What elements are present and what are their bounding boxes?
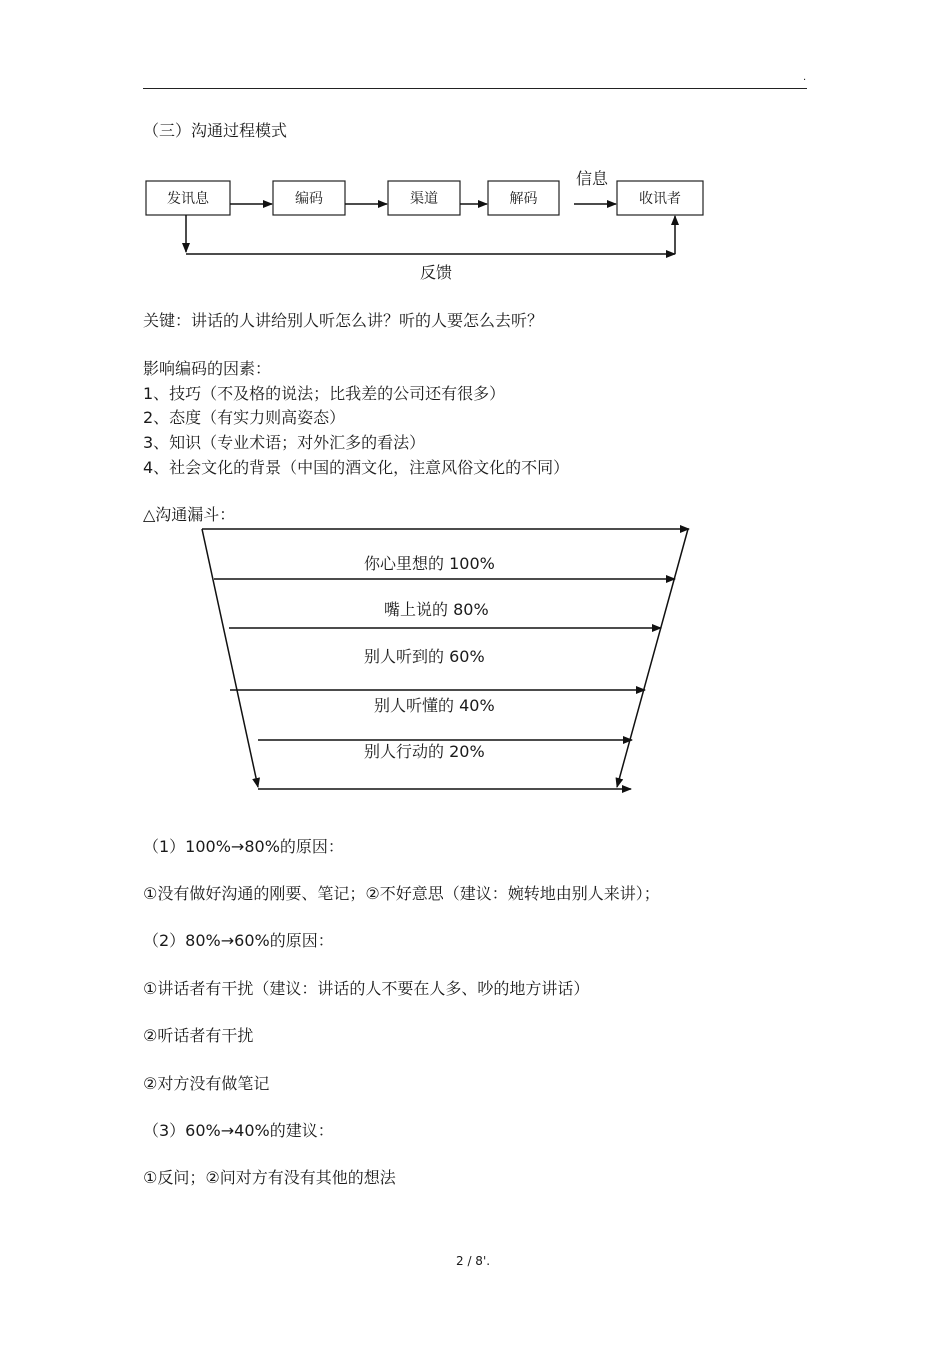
funnel-left-side: [202, 529, 258, 787]
funnel-label-100: 你心里想的 100%: [364, 554, 495, 573]
funnel-title: △沟通漏斗：: [143, 505, 236, 524]
analysis-paragraph: ①讲话者有干扰（建议：讲话的人不要在人多、吵的地方讲话）: [143, 979, 590, 998]
section-title: （三）沟通过程模式: [143, 121, 288, 140]
analysis-paragraph: ②对方没有做笔记: [143, 1074, 270, 1093]
factor-item: 3、知识（专业术语；对外汇多的看法）: [143, 433, 426, 452]
factor-item: 1、技巧（不及格的说法；比我差的公司还有很多）: [143, 384, 506, 403]
page-number: 2 / 8'.: [456, 1254, 491, 1268]
box-sender-label: 发讯息: [167, 191, 209, 207]
factors-title: 影响编码的因素：: [143, 359, 272, 378]
box-channel-label: 渠道: [410, 191, 438, 207]
funnel-label-60: 别人听到的 60%: [364, 647, 485, 666]
funnel-right-side: [617, 529, 688, 787]
analysis-paragraph: ①没有做好沟通的刚要、笔记；②不好意思（建议：婉转地由别人来讲）；: [143, 884, 660, 903]
analysis-paragraph: ②听话者有干扰: [143, 1026, 254, 1045]
box-decode-label: 解码: [509, 191, 538, 207]
funnel-label-20: 别人行动的 20%: [364, 742, 485, 761]
analysis-heading-1: （1）100%→80%的原因：: [143, 837, 344, 856]
box-receiver-label: 收讯者: [639, 191, 681, 207]
analysis-heading-2: （2）80%→60%的原因：: [143, 931, 334, 950]
factor-item: 2、态度（有实力则高姿态）: [143, 408, 346, 427]
key-line: 关键：讲话的人讲给别人听怎么讲？听的人要怎么去听？: [143, 311, 544, 330]
feedback-label: 反馈: [420, 263, 453, 282]
header-mark: .: [803, 72, 807, 83]
funnel-label-80: 嘴上说的 80%: [384, 600, 489, 619]
box-encode-label: 编码: [295, 191, 323, 207]
analysis-paragraph: ①反问；②问对方有没有其他的想法: [143, 1168, 396, 1187]
info-label: 信息: [576, 169, 609, 188]
factor-item: 4、社会文化的背景（中国的酒文化，注意风俗文化的不同）: [143, 458, 570, 477]
analysis-heading-3: （3）60%→40%的建议：: [143, 1121, 334, 1140]
funnel-label-40: 别人听懂的 40%: [374, 696, 495, 715]
